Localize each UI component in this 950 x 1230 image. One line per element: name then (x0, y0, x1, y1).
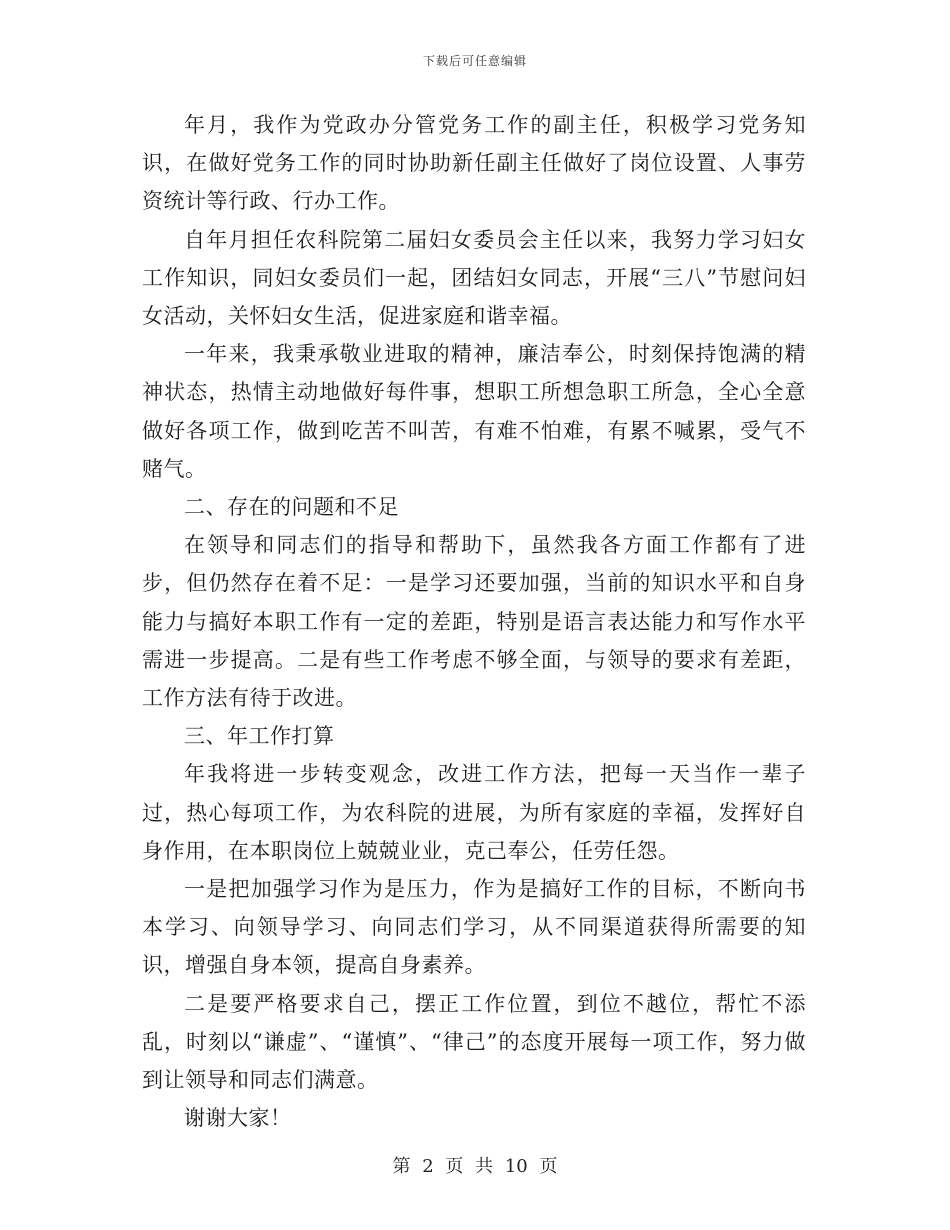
document-body (142, 106, 806, 1137)
header-note: 下载后可任意编辑 (422, 54, 527, 68)
paragraph-plan-discipline: 二是要严格要求自己，摆正工作位置，到位不越位，帮忙不添乱，时刻以“谦虚”、“谨慎”、“律己”的态度开展每一项工作，努力做到让领导和同志们满意。 (142, 991, 806, 1093)
page-number-footer: 第 2 页 共 10 页 (392, 1156, 558, 1177)
paragraph-plan-study: 一是把加强学习作为是压力，作为是搞好工作的目标，不断向书本学习、向领导学习、向同志们学习，从不同渠道获得所需要的知识，增强自身本领，提高自身素养。 (142, 877, 806, 978)
paragraph-party-work: 年月，我作为党政办分管党务工作的副主任，积极学习党务知识，在做好党务工作的同时协助新任副主任做好了岗位设置、人事劳资统计等行政、行办工作。 (142, 113, 806, 214)
section-heading-problems: 二、存在的问题和不足 (184, 495, 399, 520)
section-heading-plan: 三、年工作打算 (184, 724, 335, 749)
paragraph-plan: 年我将进一步转变观念，改进工作方法，把每一天当作一辈子过，热心每项工作，为农科院的进展，为所有家庭的幸福，发挥好自身作用，在本职岗位上兢兢业业，克己奉公，任劳任怨。 (142, 762, 806, 863)
paragraph-year-summary: 一年来，我秉承敬业进取的精神，廉洁奉公，时刻保持饱满的精神状态，热情主动地做好每件事，想职工所想急职工所急，全心全意做好各项工作，做到吃苦不叫苦，有难不怕难，有累不喊累，受气不赌气。 (142, 342, 806, 481)
paragraph-thanks: 谢谢大家！ (184, 1106, 292, 1131)
paragraph-women-committee: 自年月担任农科院第二届妇女委员会主任以来，我努力学习妇女工作知识，同妇女委员们一起，团结妇女同志，开展“三八”节慰问妇女活动，关怀妇女生活，促进家庭和谐幸福。 (142, 227, 806, 329)
paragraph-problems: 在领导和同志们的指导和帮助下，虽然我各方面工作都有了进步，但仍然存在着不足：一是学习还要加强，当前的知识水平和自身能力与搞好本职工作有一定的差距，特别是语言表达能力和写作水平需进一步提高。二是有些工作考虑不够全面，与领导的要求有差距，工作方法有待于改进。 (142, 533, 806, 711)
